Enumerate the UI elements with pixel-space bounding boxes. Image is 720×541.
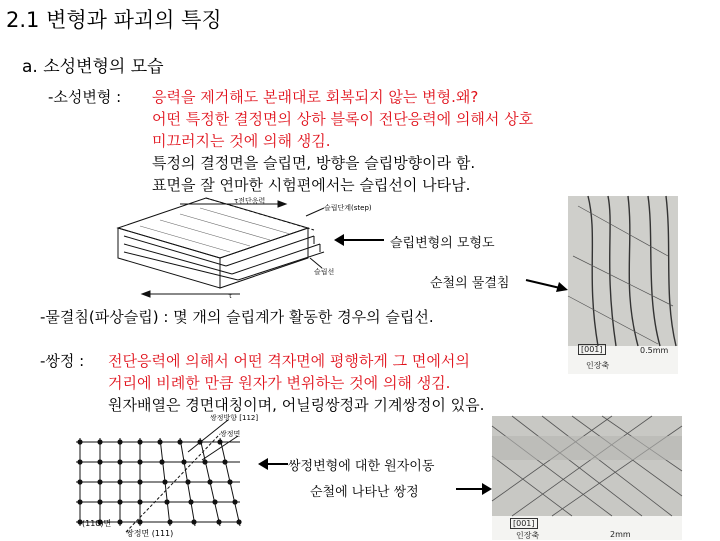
twin-label: -쌍정 :	[40, 352, 85, 370]
arrow-left-icon-2	[258, 456, 288, 472]
slip-step-label: 슬립단계(step)	[324, 204, 372, 212]
photo1-index: [001]	[578, 344, 606, 355]
slip-line-label: 슬립선	[314, 268, 335, 276]
photo1-axis: 인장축	[586, 361, 610, 370]
twin-caption-iron: 순철에 나타난 쌍정	[310, 485, 419, 500]
iron-slip-caption: 순철의 물결침	[430, 276, 510, 291]
photo2-axis: 인장축	[516, 531, 540, 540]
twin-caption-atom-move: 쌍정변형에 대한 원자이동	[288, 459, 435, 474]
plane-110-label: (110)면	[82, 519, 112, 528]
section-heading: a. 소성변형의 모습	[22, 57, 164, 77]
plastic-label: -소성변형 :	[48, 88, 122, 106]
twin-direction-label: 쌍정방향 [112]	[210, 414, 259, 422]
plastic-line-1: 응력을 제거해도 본래대로 회복되지 않는 변형.왜?	[152, 88, 479, 106]
photo2-index: [001]	[510, 518, 538, 529]
plastic-line-4: 특정의 결정면을 슬립면, 방향을 슬립방향이라 함.	[152, 154, 476, 172]
tau-bottom-label: τ	[228, 292, 233, 300]
photo1-scale: 0.5mm	[640, 346, 669, 355]
photo2-scale: 2mm	[610, 530, 631, 539]
arrow-left-icon	[334, 232, 386, 248]
plastic-line-2: 어떤 특정한 결정면의 상하 블록이 전단응력에 의해서 상호	[152, 110, 534, 128]
iron-slip-photo	[568, 196, 678, 374]
page-title: 2.1 변형과 파괴의 특징	[6, 8, 222, 32]
twin-line-2: 거리에 비례한 만큼 원자가 변위하는 것에 의해 생김.	[108, 374, 451, 392]
twin-plane-label: 쌍정면	[220, 430, 241, 438]
slip-model-caption: 슬립변형의 모형도	[390, 236, 495, 251]
iron-twin-photo	[492, 416, 682, 540]
twin-line-3: 원자배열은 경면대칭이며, 어닐링쌍정과 기계쌍정이 있음.	[108, 396, 485, 414]
arrow-right-icon	[526, 274, 570, 294]
arrow-right-icon-2	[456, 481, 492, 497]
wavy-slip-text: -물결침(파상슬립) : 몇 개의 슬립계가 활동한 경우의 슬립선.	[40, 308, 434, 326]
slip-model-diagram	[110, 194, 372, 300]
shear-stress-label: τ전단응력	[234, 197, 266, 205]
twin-plane-111-label: 쌍정면 (111)	[126, 529, 174, 538]
twin-line-1: 전단응력에 의해서 어떤 격자면에 평행하게 그 면에서의	[108, 352, 470, 370]
plastic-line-5: 표면을 잘 연마한 시험편에서는 슬립선이 나타남.	[152, 176, 471, 194]
plastic-line-3: 미끄러지는 것에 의해 생김.	[152, 132, 331, 150]
